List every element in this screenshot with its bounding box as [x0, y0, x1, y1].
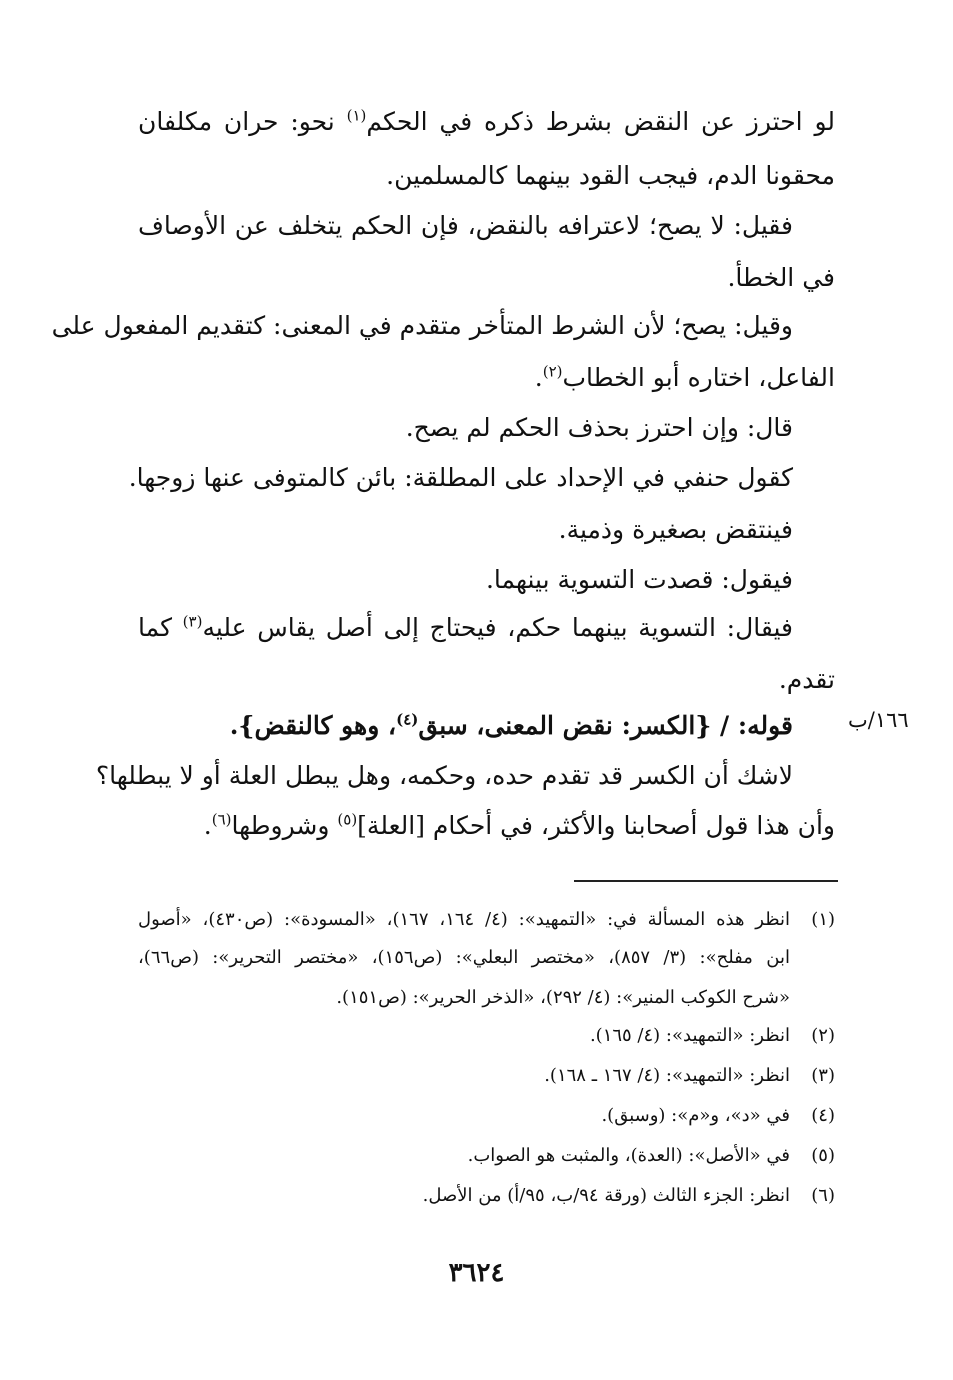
body-line: وقيل: يصح؛ لأن الشرط المتأخر متقدم في المعنى: كتقديم المفعول على	[51, 311, 793, 340]
footnote-number: (٢)	[811, 1025, 835, 1046]
footnote-continuation: ابن مفلح»: (٣/ ٨٥٧)، «مختصر البعلي»: (ص١٥٦)، «مختصر التحرير»: (ص٦٦)،	[138, 947, 790, 968]
footnote-number: (٦)	[811, 1185, 835, 1206]
footnote: (٥)في «الأصل»: (العدة)، والمثبت هو الصواب.	[468, 1138, 835, 1174]
footnote-number: (٥)	[811, 1145, 835, 1166]
body-line: فيقول: قصدت التسوية بينهما.	[485, 565, 793, 594]
footnote-number: (٣)	[811, 1065, 835, 1086]
footnote-separator	[574, 880, 838, 882]
body-line: في الخطأ.	[727, 263, 835, 292]
footnote-ref[interactable]: (٢)	[542, 362, 563, 381]
body-line: قال: وإن احترز بحذف الحكم لم يصح.	[405, 413, 793, 442]
body-line: فينتقض بصغيرة وذمية.	[558, 515, 793, 544]
body-line: محقونا الدم، فيجب القود بينهما كالمسلمين.	[386, 161, 835, 190]
body-line: فيقال: التسوية بينهما حكم، فيحتاج إلى أصل يقاس عليه$^{(٣)}$ كما	[138, 612, 793, 642]
body-line: الفاعل، اختاره أبو الخطاب$^{(٢)}$.	[534, 362, 835, 392]
page-number: ٣٦٢٤	[448, 1258, 505, 1288]
footnote-ref[interactable]: (١)	[346, 106, 367, 125]
body-line: لاشك أن الكسر قد تقدم حده، وحكمه، وهل يبطل العلة أو لا يبطلها؟	[95, 761, 793, 790]
body-line: تقدم.	[778, 665, 835, 694]
body-line: فقيل: لا يصح؛ لاعترافه بالنقض، فإن الحكم يتخلف عن الأوصاف	[138, 211, 793, 240]
footnote-ref[interactable]: (٥)	[337, 810, 358, 829]
footnote: (٦)انظر: الجزء الثالث (ورقة ٩٤/ب، ٩٥/أ) من الأصل.	[423, 1178, 835, 1214]
footnote-ref[interactable]: (٤)	[396, 710, 419, 729]
footnote: (٢)انظر: «التمهيد»: (٤/ ١٦٥).	[590, 1018, 835, 1054]
footnote-ref[interactable]: (٦)	[211, 810, 232, 829]
footnote-number: (١)	[811, 909, 836, 930]
footnote: (١)انظر هذه المسألة في: «التمهيد»: (٤/ ١٦٤، ١٦٧)، «المسودة»: (ص٤٣٠)، «أصول	[138, 902, 835, 938]
footnote: (٤)في «د»، و«م»: (وسبق).	[601, 1098, 835, 1134]
footnote: (٣)انظر: «التمهيد»: (٤/ ١٦٧ ـ ١٦٨).	[544, 1058, 835, 1094]
footnote-number: (٤)	[811, 1105, 835, 1126]
manuscript-folio-note: ١٦٦/ب	[848, 708, 909, 732]
body-line: كقول حنفي في الإحداد على المطلقة: بائن كالمتوفى عنها زوجها.	[128, 463, 793, 492]
body-line-heading: قوله: / {الكسر: نقض المعنى، سبق$^{(٤)}$، وهو كالنقض}.	[229, 710, 793, 740]
footnote-continuation: «شرح الكوكب المنير»: (٤/ ٢٩٢)، «الذخر الحرير»: (ص١٥١).	[336, 987, 790, 1008]
body-line: وأن هذا قول أصحابنا والأكثر، في أحكام [العلة]$^{(٥)}$ وشروطها$^{(٦)}$.	[203, 810, 835, 840]
body-line: لو احترز عن النقض بشرط ذكره في الحكم$^{(١)}$ نحو: حران مكلفان	[138, 106, 835, 136]
footnote-ref[interactable]: (٣)	[182, 612, 203, 631]
